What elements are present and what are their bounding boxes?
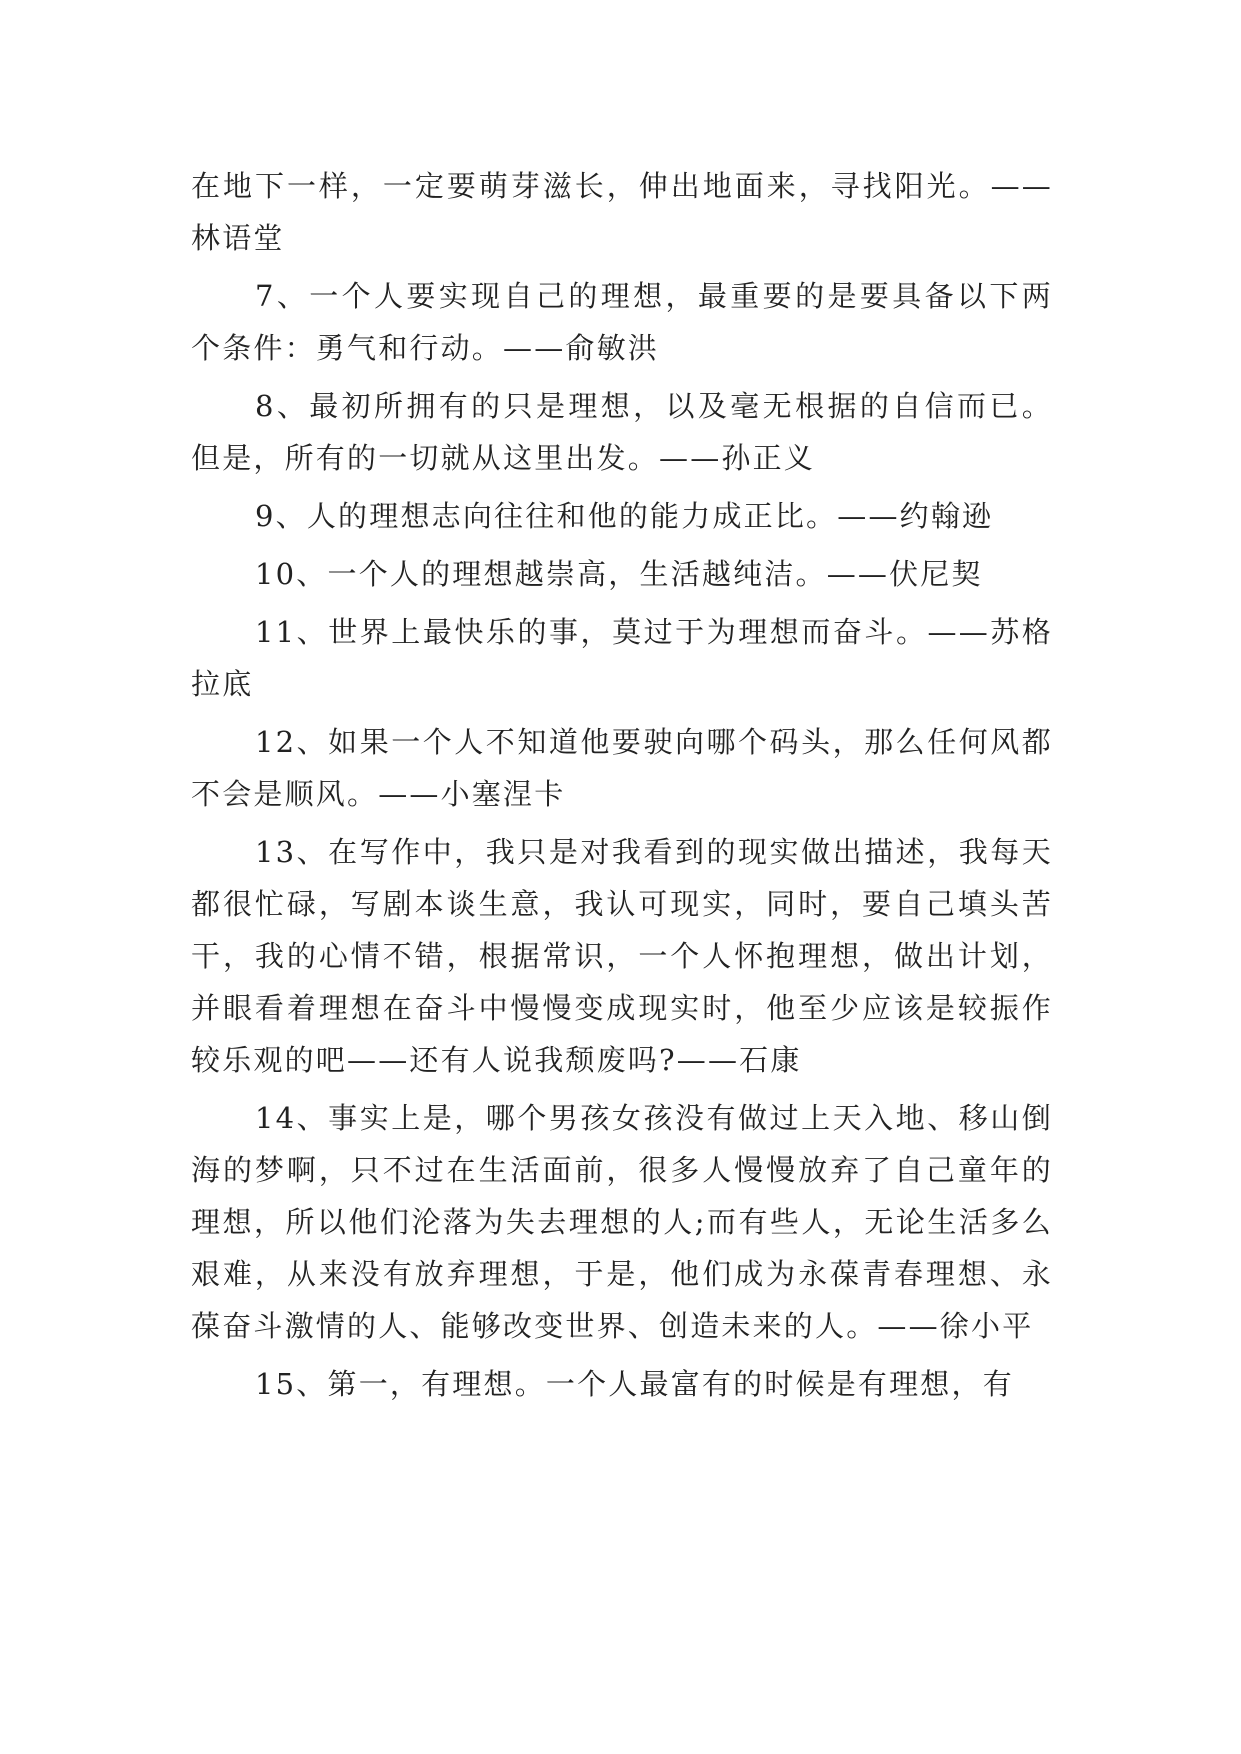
paragraph-4: 9、人的理想志向往往和他的能力成正比。——约翰逊 xyxy=(255,499,994,533)
paragraph-6: 11、世界上最快乐的事，莫过于为理想而奋斗。——苏格拉底 xyxy=(191,615,1053,701)
document-page xyxy=(191,160,1053,1416)
paragraph-5: 10、一个人的理想越崇高，生活越纯洁。——伏尼契 xyxy=(255,557,983,591)
paragraph-8: 13、在写作中，我只是对我看到的现实做出描述，我每天都很忙碌，写剧本谈生意，我认可现实，同时，要自己填头苦干，我的心情不错，根据常识，一个人怀抱理想，做出计划，并眼看着理想在奋斗中慢慢变成现实时，他至少应该是较振作较乐观的吧——还有人说我颓废吗?——石康 xyxy=(191,835,1053,1077)
paragraph-10: 15、第一，有理想。一个人最富有的时候是有理想，有 xyxy=(255,1367,1014,1401)
paragraph-9: 14、事实上是，哪个男孩女孩没有做过上天入地、移山倒海的梦啊，只不过在生活面前，很多人慢慢放弃了自己童年的理想，所以他们沦落为失去理想的人;而有些人，无论生活多么艰难，从来没有放弃理想，于是，他们成为永葆青春理想、永葆奋斗激情的人、能够改变世界、创造未来的人。——徐小平 xyxy=(191,1101,1053,1343)
paragraph-1: 在地下一样，一定要萌芽滋长，伸出地面来，寻找阳光。——林语堂 xyxy=(191,169,1053,255)
paragraph-7: 12、如果一个人不知道他要驶向哪个码头，那么任何风都不会是顺风。——小塞涅卡 xyxy=(191,725,1053,811)
paragraph-2: 7、一个人要实现自己的理想，最重要的是要具备以下两个条件：勇气和行动。——俞敏洪 xyxy=(191,279,1053,365)
paragraph-3: 8、最初所拥有的只是理想，以及毫无根据的自信而已。但是，所有的一切就从这里出发。——孙正义 xyxy=(191,389,1053,475)
